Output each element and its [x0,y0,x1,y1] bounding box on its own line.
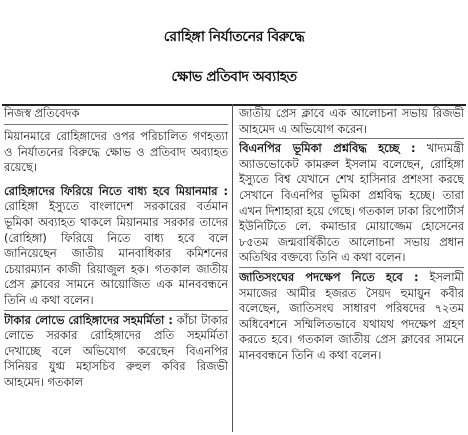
intro-paragraph: মিয়ানমারে রোহিঙ্গাদের ওপর পরিচালিত গণহত্যা ও নির্যাতনের বিরুদ্ধে ক্ষোভ ও প্রতিবাদ অব্যাহত রয়েছে। [4,130,228,175]
subsection-rule [4,310,228,311]
subheading-money: টাকার লোভে রোহিঙ্গাদের সহমর্মিতা : [4,313,173,327]
subsection-un-text: ইসলামী সমাজের আমীর হজরত সৈয়দ হুমায়ুন কবীর বলেছেন, জাতিসংঘ সাধারণ পরিষদের ৭২তম অধিবেশনে সম্মিলিতভাবে যথাযথ পদক্ষেপ গ্রহণ করতে হবে। গতকাল জাতীয় প্রেস ক্লাবের সামনে মানববন্ধনে তিনি এ কথা বলেন। [239,270,464,362]
subheading-bnp: বিএনপির ভূমিকা প্রশ্নবিদ্ধ হচ্ছে : [239,142,416,156]
right-column [239,106,464,434]
subsection-rule [239,267,464,268]
headline-line-1: রোহিঙ্গা নির্যাতনের বিরুদ্ধে [163,29,305,45]
continued-paragraph: জাতীয় প্রেস ক্লাবে এক আলোচনা সভায় রিজভী আহমেদ এ অভিযোগ করেন। [239,107,464,136]
column-divider [232,104,233,432]
subheading-myanmar: রোহিঙ্গাদের ফিরিয়ে নিতে বাধ্য হবে মিয়ানমার : [4,184,228,198]
subsection-rule [239,138,464,139]
subsection-bnp [239,141,464,266]
headline-line-2: ক্ষোভ প্রতিবাদ অব্যাহত [171,69,297,85]
subheading-un: জাতিসংঘের পদক্ষেপ নিতে হবে : [239,270,419,284]
subsection-un [239,270,464,364]
subsection-myanmar [4,184,228,309]
left-column [4,106,228,434]
subsection-money [4,313,228,391]
paragraph-gap [4,176,228,184]
subsection-money-text: কাঁচা টাকার লোভে সরকার রোহিঙ্গাদের প্রতি সহমর্মিতা দেখাচ্ছে বলে অভিযোগ করেছেন বিএনপির সিনিয়র যুগ্ম মহাসচিব রুহুল কবির রিজভী আহমেদ। গতকাল [4,313,228,389]
byline: নিজস্ব প্রতিবেদক [4,106,228,125]
subsection-myanmar-text: রোহিঙ্গা ইস্যুতে বাংলাদেশ সরকারের বর্তমান ভূমিকা অব্যাহত থাকলে মিয়ানমার সরকার তাদের (রোহিঙ্গা) ফিরিয়ে নিতে বাধ্য হবে বলে জানিয়েছেন জাতীয় মানবাধিকার কমিশনের চেয়ারম্যান কাজী রিয়াজুল হক। গতকাল জাতীয় প্রেস ক্লাবের সামনে আয়োজিত এক মানববন্ধনে তিনি এ কথা বলেন। [4,200,228,307]
subsection-bnp-text: খাদ্যমন্ত্রী অ্যাডভোকেট কামরুল ইসলাম বলেছেন, রোহিঙ্গা ইস্যুতে বিশ্ব যেখানে শেখ হাসিনার প্রশংসা করছে সেখানে বিএনপির ভূমিকা প্রশ্নবিদ্ধ হচ্ছে। তারা এখন দিশাহারা হয়ে গেছে। গতকাল ঢাকা রিপোর্টার্স ইউনিটিতে লে. কমান্ডার মোয়াজ্জেম হোসেনের ৮৫তম জন্মবার্ষিকীতে আলোচনা সভায় প্রধান অতিথির বক্তব্যে তিনি এ কথা বলেন। [239,142,464,265]
